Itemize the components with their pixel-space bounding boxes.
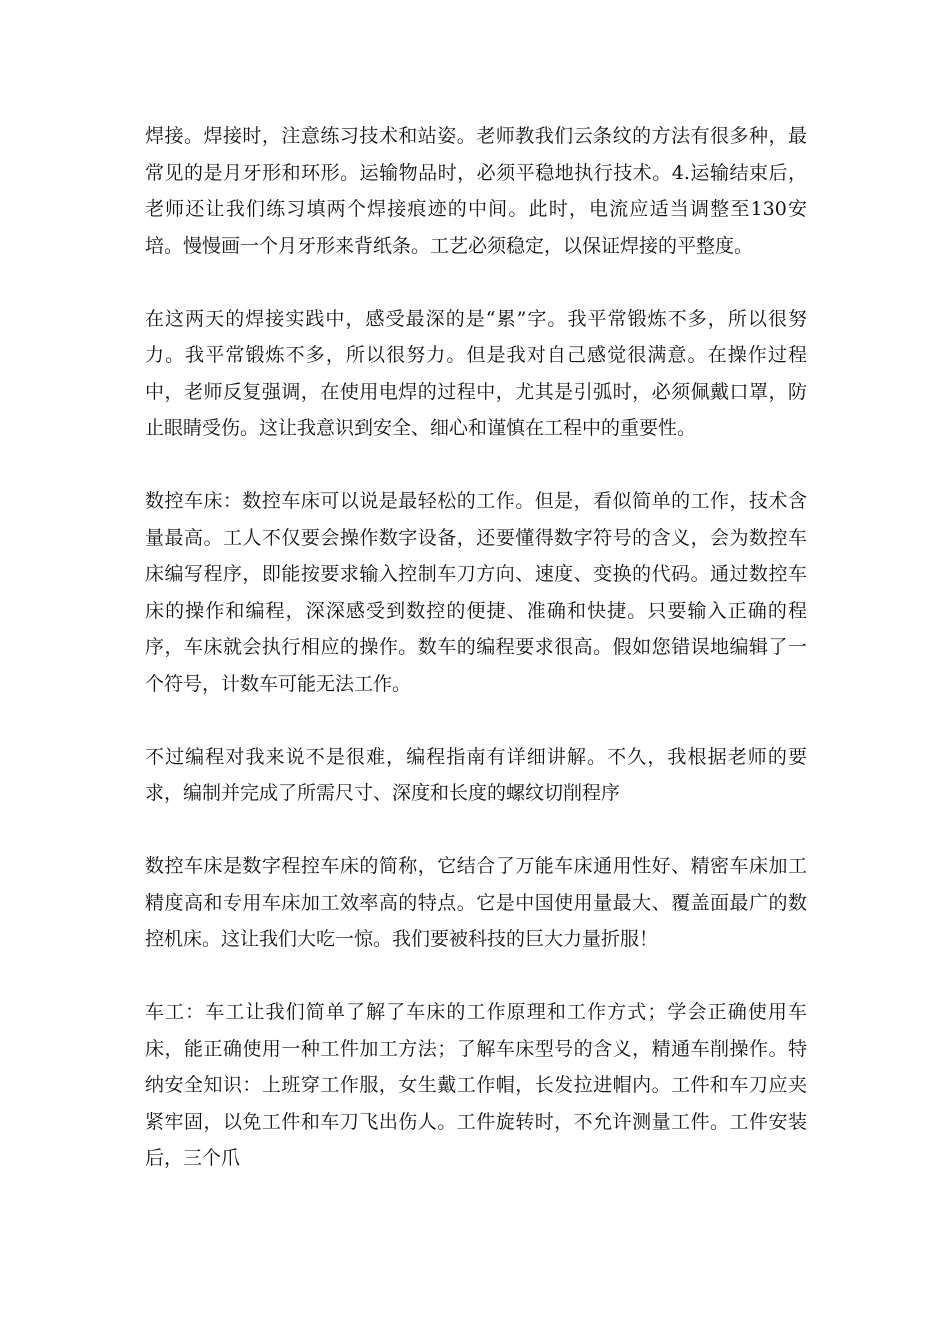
paragraph-turning: 车工：车工让我们简单了解了车床的工作原理和工作方式；学会正确使用车床，能正确使用一种工件加工方法；了解车床型号的含义，精通车削操作。特纳安全知识：上班穿工作服，女生戴工作帽，长发拉进帽内。工件和车刀应夹紧牢固，以免工件和车刀飞出伤人。工件旋转时，不允许测量工件。工件安装后，三个爪 <box>145 1001 807 1169</box>
paragraph-cnc-definition: 数控车床是数字程控车床的简称，它结合了万能车床通用性好、精密车床加工精度高和专用车床加工效率高的特点。它是中国使用量最大、覆盖面最广的数控机床。这让我们大吃一惊。我们要被科技的巨大力量折服！ <box>145 855 807 950</box>
paragraph-welding-reflection: 在这两天的焊接实践中，感受最深的是“累”字。我平常锻炼不多，所以很努力。我平常锻炼不多，所以很努力。但是我对自己感觉很满意。在操作过程中，老师反复强调，在使用电焊的过程中，尤其是引弧时，必须佩戴口罩，防止眼睛受伤。这让我意识到安全、细心和谨慎在工程中的重要性。 <box>145 307 807 439</box>
paragraph-cnc-lathe: 数控车床：数控车床可以说是最轻松的工作。但是，看似简单的工作，技术含量最高。工人不仅要会操作数字设备，还要懂得数字符号的含义，会为数控车床编写程序，即能按要求输入控制车刀方向、速度、变换的代码。通过数控车床的操作和编程，深深感受到数控的便捷、准确和快捷。只要输入正确的程序，车床就会执行相应的操作。数车的编程要求很高。假如您错误地编辑了一个符号，计数车可能无法工作。 <box>145 490 807 695</box>
paragraph-welding-technique: 焊接。焊接时，注意练习技术和站姿。老师教我们云条纹的方法有很多种，最常见的是月牙形和环形。运输物品时，必须平稳地执行技术。4.运输结束后，老师还让我们练习填两个焊接痕迹的中间。此时，电流应适当调整至130安培。慢慢画一个月牙形来背纸条。工艺必须稳定，以保证焊接的平整度。 <box>145 125 807 257</box>
document-body <box>145 118 807 1213</box>
paragraph-programming: 不过编程对我来说不是很难，编程指南有详细讲解。不久，我根据老师的要求，编制并完成了所需尺寸、深度和长度的螺纹切削程序 <box>145 745 807 804</box>
